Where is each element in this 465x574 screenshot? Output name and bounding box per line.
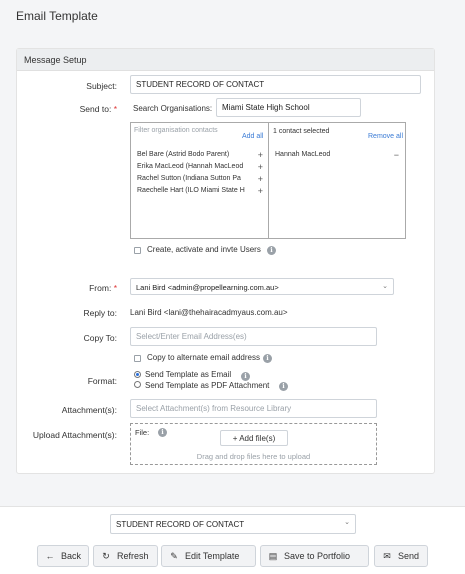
template-select[interactable]: STUDENT RECORD OF CONTACT ⌄ — [110, 514, 356, 534]
selected-contacts — [269, 123, 405, 238]
add-icon[interactable]: + — [257, 186, 263, 196]
upload-label: Upload Attachment(s): — [32, 430, 117, 440]
info-icon[interactable]: i — [267, 246, 276, 255]
send-icon: ✉ — [383, 551, 391, 561]
format-email-radio[interactable] — [134, 371, 141, 378]
chevron-down-icon: ⌄ — [382, 283, 388, 290]
copy-alt-checkbox[interactable] — [134, 355, 141, 362]
search-org-input[interactable]: Miami State High School — [216, 98, 361, 117]
drop-hint: Drag and drop files here to upload — [196, 452, 311, 461]
create-users-checkbox[interactable] — [134, 247, 141, 254]
contact-item[interactable]: Erika MacLeod (Hannah MacLeod + — [137, 162, 263, 172]
subject-label: Subject: — [86, 81, 117, 91]
edit-template-button[interactable]: ✎ Edit Template — [161, 545, 256, 567]
info-icon[interactable]: i — [279, 382, 288, 391]
format-pdf-label: Send Template as PDF Attachment — [145, 381, 270, 390]
selected-contact-item[interactable]: Hannah MacLeod − — [275, 150, 399, 160]
format-email-label: Send Template as Email — [145, 370, 232, 379]
reply-to-value: Lani Bird <lani@thehairacadmyaus.com.au> — [130, 308, 288, 317]
available-contacts — [131, 123, 269, 238]
filter-contacts-input[interactable]: Filter organisation contacts — [134, 127, 218, 134]
send-button[interactable]: ✉ Send — [374, 545, 428, 567]
info-icon[interactable]: i — [263, 354, 272, 363]
arrow-left-icon: ← — [45, 551, 55, 561]
add-icon[interactable]: + — [257, 174, 263, 184]
attachments-label: Attachment(s): — [61, 405, 117, 415]
info-icon[interactable]: i — [241, 372, 250, 381]
back-button[interactable]: ← Back — [37, 545, 89, 567]
search-org-label: Search Organisations: — [133, 104, 213, 113]
format-label: Format: — [87, 376, 117, 386]
contact-item[interactable]: Raechelle Hart (ILO Miami State H + — [137, 186, 263, 196]
contact-picker — [130, 122, 406, 239]
info-icon[interactable]: i — [158, 428, 167, 437]
save-portfolio-button[interactable]: ▤ Save to Portfolio — [260, 545, 369, 567]
page-title: Email Template — [16, 9, 98, 23]
refresh-button[interactable]: ↻ Refresh — [93, 545, 158, 567]
contact-item[interactable]: Bel Bare (Astrid Bodo Parent) + — [137, 150, 263, 160]
upload-dropzone[interactable] — [130, 423, 377, 465]
add-all-link[interactable]: Add all — [242, 133, 264, 140]
copy-to-label: Copy To: — [83, 333, 117, 343]
remove-icon[interactable]: − — [393, 150, 399, 160]
chevron-down-icon: ⌄ — [344, 519, 350, 526]
copy-alt-label: Copy to alternate email address — [147, 353, 260, 362]
remove-all-link[interactable]: Remove all — [368, 133, 404, 140]
add-files-button[interactable]: + Add file(s) — [220, 430, 288, 446]
message-setup-card — [16, 48, 435, 474]
selected-count: 1 contact selected — [273, 128, 330, 135]
format-pdf-radio[interactable] — [134, 381, 141, 388]
from-label: From: * — [89, 283, 117, 293]
add-icon[interactable]: + — [257, 150, 263, 160]
from-select[interactable]: Lani Bird <admin@propellearning.com.au> ⌄ — [130, 278, 394, 295]
refresh-icon: ↻ — [102, 551, 110, 561]
reply-to-label: Reply to: — [83, 308, 117, 318]
create-users-label: Create, activate and invte Users — [147, 245, 261, 254]
copy-to-input[interactable]: Select/Enter Email Address(es) — [130, 327, 377, 346]
card-title: Message Setup — [17, 49, 434, 71]
pencil-icon: ✎ — [170, 551, 178, 561]
subject-input[interactable]: STUDENT RECORD OF CONTACT — [130, 75, 421, 94]
send-to-label: Send to: * — [79, 104, 117, 114]
add-icon[interactable]: + — [257, 162, 263, 172]
file-label: File: — [135, 428, 150, 437]
portfolio-icon: ▤ — [268, 551, 278, 561]
attachments-input[interactable]: Select Attachment(s) from Resource Library — [130, 399, 377, 418]
contact-item[interactable]: Rachel Sutton (Indiana Sutton Pa + — [137, 174, 263, 184]
